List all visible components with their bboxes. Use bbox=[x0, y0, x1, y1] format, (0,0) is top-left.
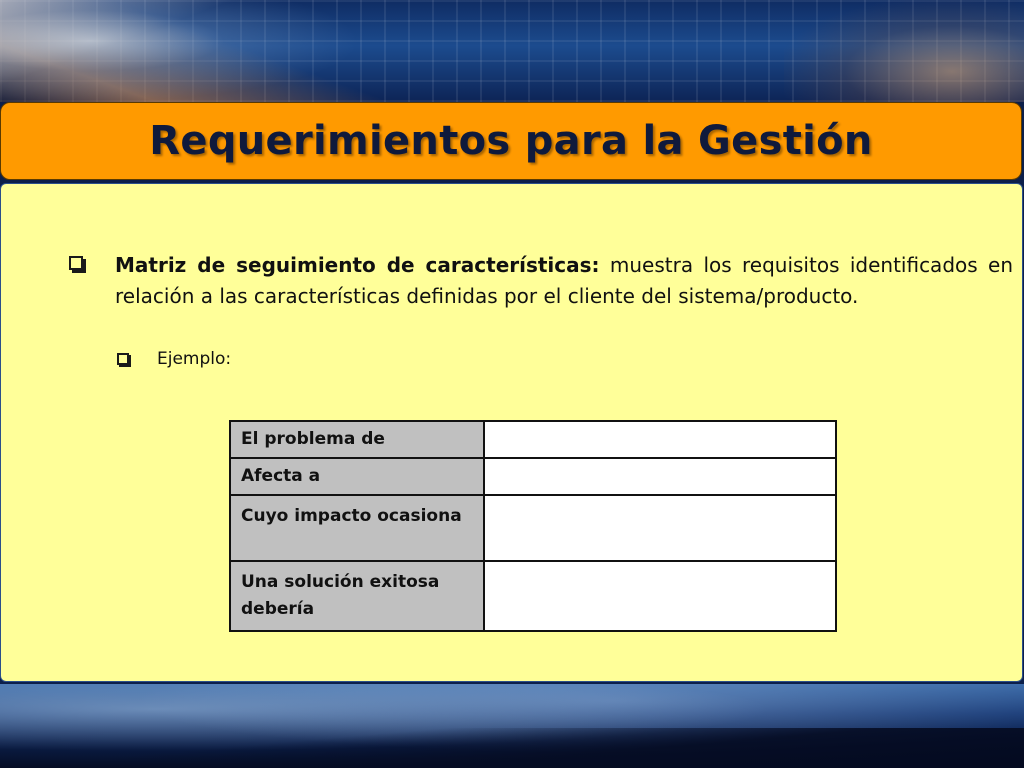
table-label-cell: Afecta a bbox=[230, 458, 484, 495]
table-row bbox=[230, 458, 836, 495]
table-value-cell bbox=[484, 458, 836, 495]
table-value-cell bbox=[484, 421, 836, 458]
table-value-cell bbox=[484, 495, 836, 561]
bottom-banner-image bbox=[0, 684, 1024, 768]
table-row bbox=[230, 495, 836, 561]
table-label-cell: Una solución exitosa debería bbox=[230, 561, 484, 631]
table-row bbox=[230, 421, 836, 458]
main-bullet bbox=[61, 250, 1013, 312]
checkbox-bullet-icon bbox=[69, 256, 83, 270]
content-panel bbox=[0, 183, 1023, 682]
top-banner-image bbox=[0, 0, 1024, 102]
slide-title: Requerimientos para la Gestión bbox=[149, 118, 873, 164]
table-label-cell: El problema de bbox=[230, 421, 484, 458]
title-bar bbox=[0, 102, 1022, 180]
sub-bullet bbox=[117, 348, 231, 370]
main-bullet-text bbox=[115, 250, 1013, 312]
requirements-table bbox=[229, 420, 837, 632]
checkbox-bullet-icon bbox=[117, 353, 129, 365]
sub-bullet-text: Ejemplo: bbox=[157, 349, 232, 369]
main-bullet-bold: Matriz de seguimiento de características: bbox=[115, 253, 600, 277]
table-label-cell: Cuyo impacto ocasiona bbox=[230, 495, 484, 561]
table-value-cell bbox=[484, 561, 836, 631]
table-row bbox=[230, 561, 836, 631]
main-bullet-body: muestra los requisitos identificados en relación a las características definidas por el cliente del sistema/producto. bbox=[115, 253, 1013, 308]
